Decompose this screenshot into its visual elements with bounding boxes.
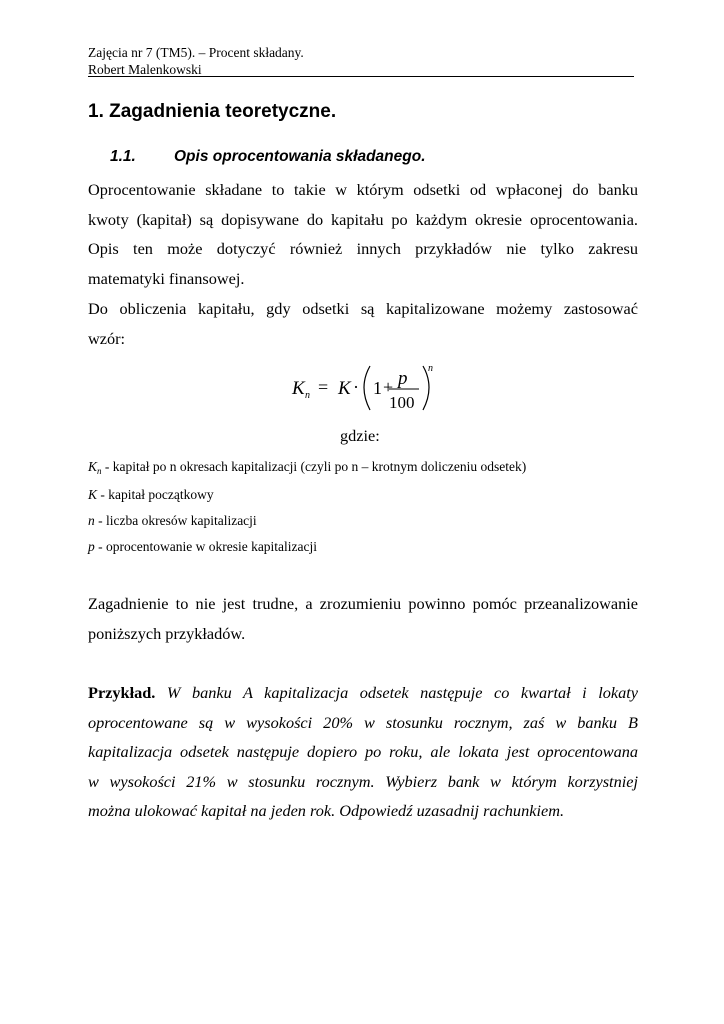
definition-text: - kapitał początkowy xyxy=(97,487,214,502)
definition-text: - liczba okresów kapitalizacji xyxy=(94,513,257,528)
page-header xyxy=(88,44,634,78)
intro-line: Oprocentowanie składane to takie w którym odsetki od wpłaconej do banku xyxy=(88,180,638,199)
definition-item xyxy=(88,538,317,555)
header-course-line: Zajęcia nr 7 (TM5). – Procent składany. xyxy=(88,45,304,60)
formula-left-paren xyxy=(364,366,370,410)
definition-item xyxy=(88,458,526,480)
header-divider xyxy=(88,76,634,77)
intro-line: matematyki finansowej. xyxy=(88,268,245,288)
subsection-number: 1.1. xyxy=(110,148,136,165)
formula-k: K xyxy=(338,378,351,399)
intro-paragraph xyxy=(88,175,638,293)
note-line: poniższych przykładów. xyxy=(88,623,246,643)
definition-symbol: K xyxy=(88,459,98,474)
definition-symbol: p xyxy=(88,539,95,554)
formula-dot: · xyxy=(353,377,359,397)
formula-exponent: n xyxy=(428,363,433,374)
subsection-title xyxy=(110,148,426,166)
compound-interest-formula xyxy=(290,360,450,416)
formula-lhs-sub: n xyxy=(305,390,310,401)
formula-denominator: 100 xyxy=(389,393,415,412)
example-text: W banku A kapitalizacja odsetek następuje co kwartał i lokaty xyxy=(166,683,638,702)
example-line: oprocentowane są w wysokości 20% w stosunku rocznym, zaś w banku B xyxy=(88,712,638,732)
where-label: gdzie: xyxy=(340,426,380,445)
note-paragraph xyxy=(88,589,638,648)
example-paragraph xyxy=(88,678,638,826)
subsection-heading-text: Opis oprocentowania składanego. xyxy=(174,148,426,165)
formula-intro-line: wzór: xyxy=(88,328,126,348)
example-label: Przykład. xyxy=(88,683,156,702)
section-title: 1. Zagadnienia teoretyczne. xyxy=(88,101,337,122)
intro-line: kwoty (kapitał) są dopisywane do kapitału po każdym okresie oprocentowania. xyxy=(88,209,638,229)
example-line xyxy=(88,678,638,708)
definition-symbol: n xyxy=(88,513,95,528)
definition-subscript: n xyxy=(97,466,102,476)
definition-symbol: K xyxy=(88,487,98,502)
formula-intro-line: Do obliczenia kapitału, gdy odsetki są kapitalizowane możemy zastosować xyxy=(88,299,638,318)
formula-equals: = xyxy=(318,377,329,397)
example-line: w wysokości 21% w stosunku rocznym. Wybierz bank w którym korzystniej xyxy=(88,771,638,791)
definition-text: - kapitał po n okresach kapitalizacji (czyli po n – krotnym doliczeniu odsetek) xyxy=(101,459,527,474)
formula-plus: + xyxy=(383,377,394,397)
example-line: można ulokować kapitał na jeden rok. Odpowiedź uzasadnij rachunkiem. xyxy=(88,801,565,821)
definition-text: - oprocentowanie w okresie kapitalizacji xyxy=(94,539,318,554)
intro-line: Opis ten może dotyczyć również innych przykładów nie tylko zakresu xyxy=(88,239,638,259)
header-author-line: Robert Malenkowski xyxy=(88,62,202,77)
example-line: kapitalizacja odsetek następuje dopiero po roku, ale lokata jest oprocentowana xyxy=(88,742,638,762)
formula-intro-paragraph xyxy=(88,294,638,353)
formula-lhs-k: K xyxy=(292,378,305,399)
note-line: Zagadnienie to nie jest trudne, a zrozumieniu powinno pomóc przeanalizowanie xyxy=(88,594,638,613)
definition-item xyxy=(88,486,214,503)
formula-numerator: p xyxy=(398,368,408,389)
formula-one: 1 xyxy=(373,378,382,398)
definition-item xyxy=(88,512,257,529)
